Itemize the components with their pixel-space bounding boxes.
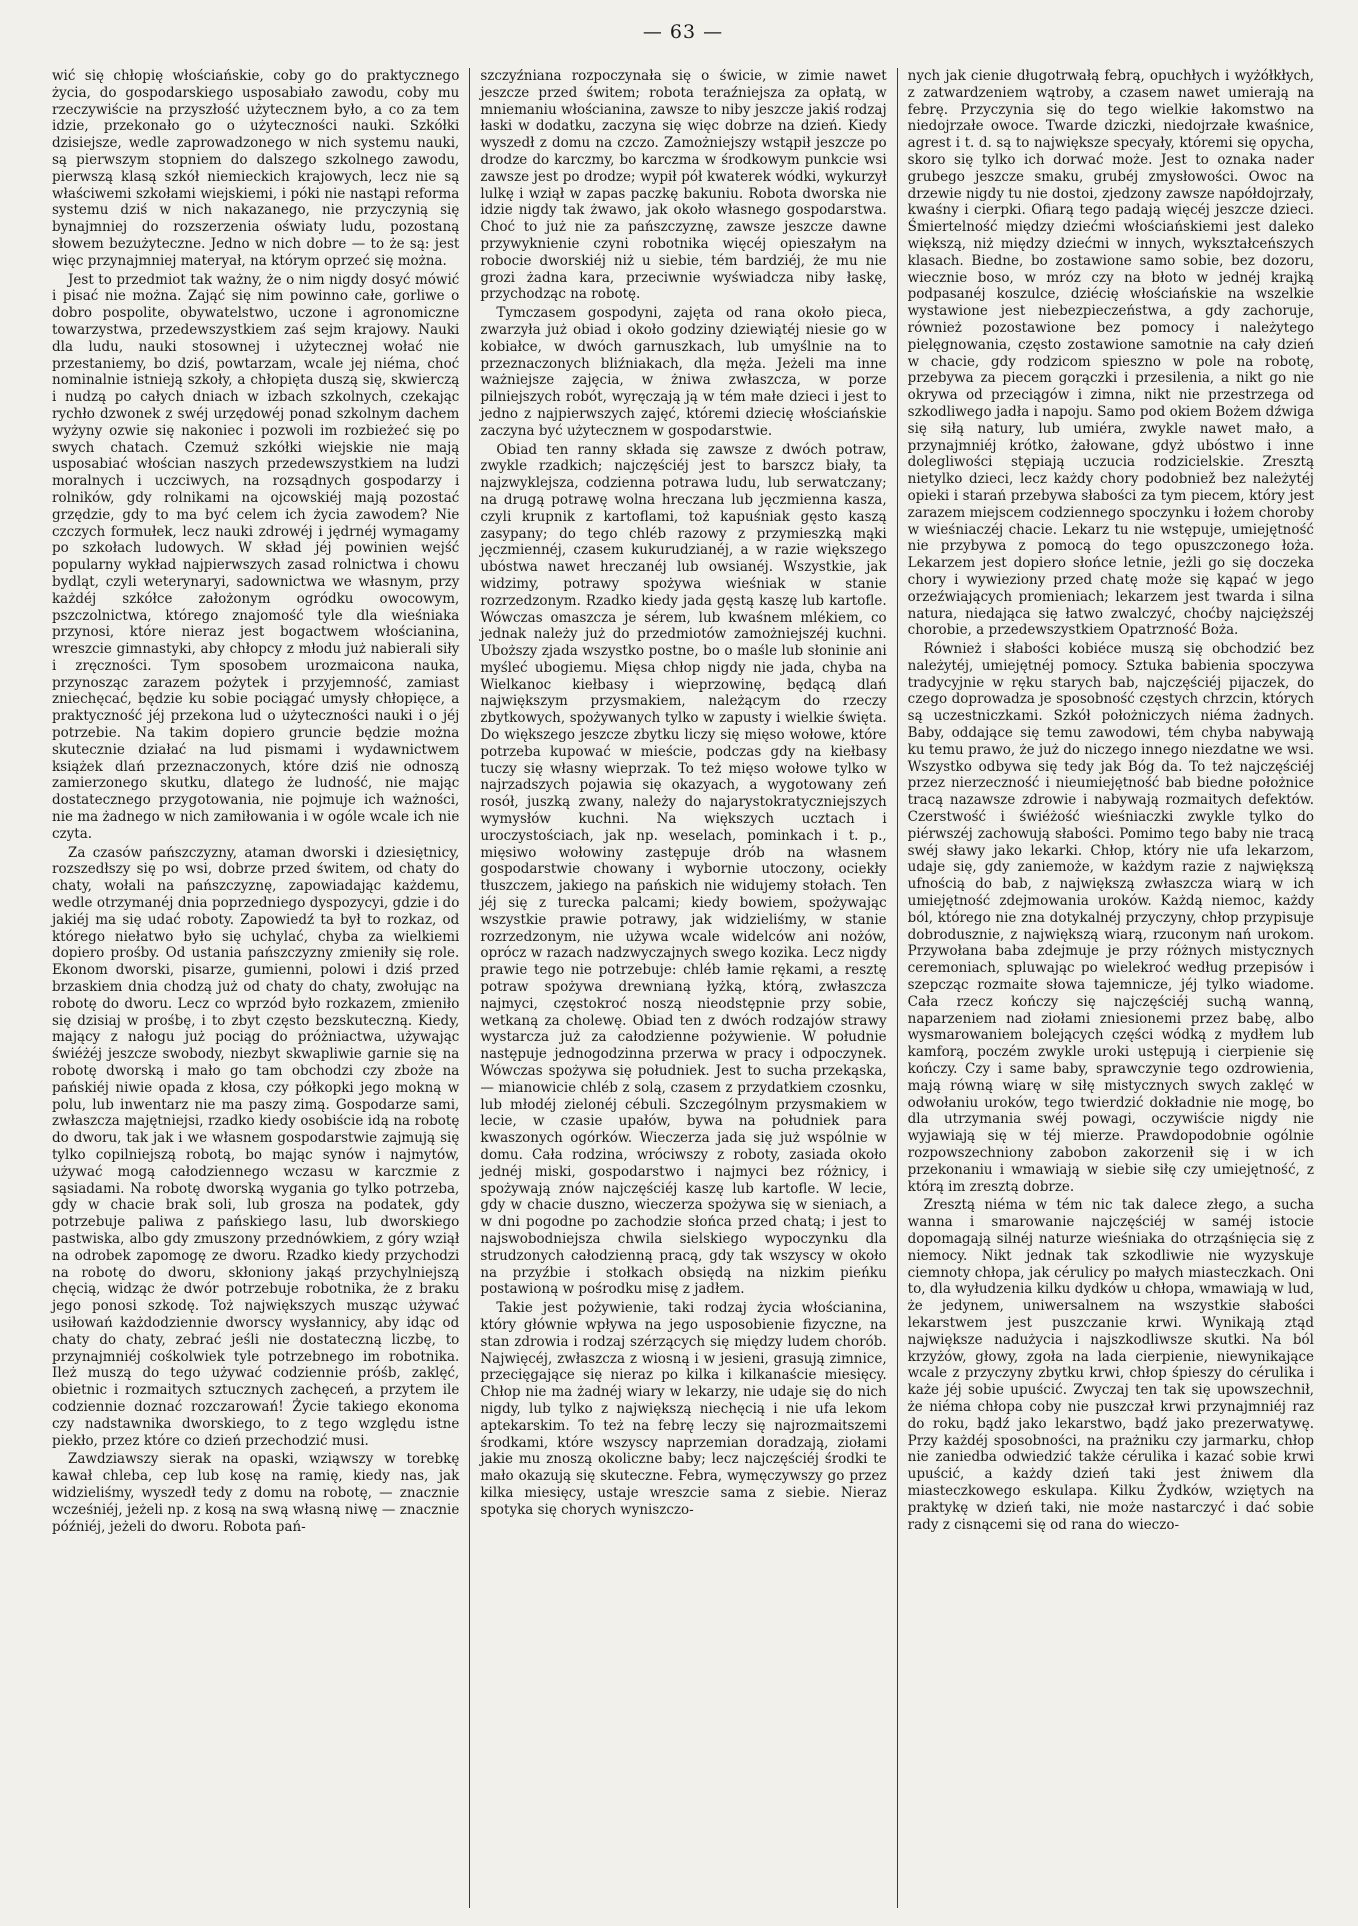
paragraph: Zresztą niéma w tém nic tak dalece złego, a sucha wanna i smarowanie najczęściéj w saméj istocie dopomagają silnéj naturze wieśniaka do otrząśnięcia się z niemocy. Nikt jednak tak szkodliwie nie wyzyskuje ciemnoty chłopa, jak cérulicy po małych miasteczkach. Oni to, dla wyłudzenia kilku dydków u chłopa, wmawiają w lud, że jedynem, uniwersalnem na wszystkie słabości lekarstwem jest puszczanie krwi. Wynikają ztąd największe nadużycia i najszkodliwsze skutki. Na ból krzyżów, głowy, zgoła na lada cierpienie, niewynikające wcale z przyczyny zbytku krwi, chłop śpieszy do cérulika i każe jéj sobie upuścić. Zwyczaj ten tak się upowszechnił, że niéma chłopa coby nie puszczał krwi przynajmniéj raz do roku, bądź jako lekarstwo, bądź jako prezerwatywę. Przy każdéj sposobności, na prażniku czy jarmarku, chłop nie zaniedba odwiedzić także cérulika i kazać sobie krwi upuścić, a każdy dzień taki jest żniwem dla miasteczkowego eskulapa. Kilku Żydków, wziętych na praktykę w dzień taki, nie może nastarczyć i dać sobie rady z cisnącemi się od rana do wieczo- [907,1197,1314,1533]
paragraph: Zawdziawszy sierak na opaski, wziąwszy w torebkę kawał chleba, cep lub kosę na ramię, kiedy nas, jak widzieliśmy, wyszedł tedy z domu na robotę, — znacznie wcześniéj, jeżeli np. z kosą na swą własną niwę — znacznie późniéj, jeżeli do dworu. Robota pań- [52,1451,460,1535]
paragraph: Obiad ten ranny składa się zawsze z dwóch potraw, zwykle rzadkich; najczęściéj jest to barszcz biały, ta najzwyklejsza, codzienna potrawa ludu, lub serwatczany; na drugą potrawę wolna hreczana lub jęczmienna kasza, czyli krupnik z kartoflami, toż kapuśniak gęsto kaszą zasypany; do tego chléb razowy z przymieszką mąki jęczmiennéj, czasem kukurudzianéj, a w razie większego ubóstwa nawet hreczanéj lub owsianéj. Wszystkie, jak widzimy, potrawy spożywa wieśniak w stanie rozrzedzonym. Rzadko kiedy jada gęstą kaszę lub kartofle. Wówczas omaszcza je sérem, lub kwaśnem mlékiem, co jednak należy już do przedmiotów zamożniejszéj kuchni. Uboższy zjada wszystko postne, bo o maśle lub słoninie ani myśleć ubogiemu. Mięsa chłop nigdy nie jada, chyba na Wielkanoc kiełbasy i wieprzowinę, będącą dlań największym przysmakiem, należącym do rzeczy zbytkowych, spożywanych tylko w zapusty i wielkie święta. Do większego jeszcze zbytku liczy się mięso wołowe, które potrzeba kupować w mieście, podczas gdy na kiełbasy tuczy się własny wieprzak. To też mięso wołowe tylko w najrzadszych pojawia się okazyach, a wygotowany zeń rosół, juszką zwany, należy do najarystokratyczniejszych wymysłów kuchni. Na większych ucztach i uroczystościach, jak np. weselach, pominkach i t. p., mięsiwo wołowiny zastępuje drób na własnem gospodarstwie chowany i wybornie utoczony, ociekły tłuszczem, jakiego na pańskich nie widujemy stołach. Ten jéj się z turecka palcami; kiedy bowiem, spożywając wszystkie prawie potrawy, jak widzieliśmy, w stanie rozrzedzonym, nie używa wcale widelców ani nożów, oprócz w razach nadzwyczajnych swego kozika. Lecz nigdy prawie tego nie potrzebuje: chléb łamie rękami, a resztę potraw spożywa drewnianą łyżką, którą, zwłaszcza najmyci, częstokroć noszą nieodstępnie przy sobie, wetkaną za cholewę. Obiad ten z dwóch rodzajów strawy wystarcza już za całodzienne pożywienie. W południe następuje jednogodzinna przerwa w pracy i odpoczynek. Wówczas spożywa się południek. Jest to sucha przekąska, — mianowicie chléb z solą, czasem z przydatkiem czosnku, lub młodéj zielonéj cébuli. Szczególnym przysmakiem w lecie, w czasie upałów, bywa na południek para kwaszonych ogórków. Wieczerza jada się już wspólnie w domu. Cała rodzina, wróciwszy z roboty, zasiada około jednéj miski, gospodarstwo i najmyci bez różnicy, i spożywają znów najczęściéj kaszę lub kartofle. W lecie, gdy w chacie duszno, wieczerza spożywa się w sieniach, a w dni pogodne po zachodzie słońca przed chatą; i jest to najswobodniejsza chwila sielskiego wypoczynku dla strudzonych całodzienną pracą, gdy tak wszyscy w około na przyźbie i stołkach obsiędą na nizkim pieńku postawioną w pośrodku misę z jadłem. [480,441,887,1298]
page-number: — 63 — [642,21,724,43]
paragraph: nych jak cienie długotrwałą febrą, opuchłych i wyżółkłych, z zatwardzeniem wątroby, a czasem nawet umierają na febrę. Przyczynia się do tego wielkie łakomstwo na niedojrzałe owoce. Twarde dziczki, niedojrzałe kwaśnice, agrest i t. d. są to największe specyały, któremi się opycha, skoro się tylko ich dorwać może. Jest to oznaka nader grubego jeszcze smaku, grubéj zmysłowości. Owoc na drzewie nigdy tu nie dostoi, zjedzony zawsze napółdojrzały, kwaśny i cierpki. Ofiarą tego padają więcéj jeszcze dzieci. Śmiertelność między dziećmi włościańskiemi jest daleko większą, niż między dziećmi w innych, wykształceńszych klasach. Biedne, bo zostawione samo sobie, bez dozoru, wiecznie boso, w mróz czy na błoto w jednéj krajką podpasanéj koszulce, dziécię włościańskie na wszelkie wystawione jest niebezpieczeństwa, a gdy zachoruje, również pozostawione bez pomocy i należytego pielęgnowania, często zostawione samotnie na cały dzień w chacie, gdy rodzicom spieszno w pole na robotę, przebywa za piecem gorączki i przesilenia, a nikt go nie okrywa od przeciągów i zimna, nikt nie przestrzega od szkodliwego jadła i napoju. Samo pod okiem Bożem dźwiga się siłą natury, lub umiéra, zwykle nawet mało, a przynajmniéj krótko, żałowane, gdyż ubóstwo i inne dolegliwości stępiają uczucia rodzicielskie. Zresztą nietylko dzieci, lecz każdy chory podobniež bez należytéj opieki i starań przebywa słabości za tym piecem, który jest zarazem miejscem codziennego spoczynku i łożem choroby w wieśniaczéj chacie. Lekarz tu nie wstępuje, umiejętność nie przybywa z pomocą do tego opuszczonego łoża. Lekarzem jest dopiero słońce letnie, jeżli go się doczeka chory i wywieziony przed chatę może się kąpać w jego orzeźwiających promieniach; lekarzem jest twarda i silna natura, niedająca się łatwo zwalczyć, choćby najcięższéj chorobie, a przedewszystkiem Opatrzność Boża. [907,68,1314,639]
text-columns [42,68,1324,1908]
paragraph: Takie jest pożywienie, taki rodzaj życia włościanina, który głównie wpływa na jego usposobienie fizyczne, na stan zdrowia i rodzaj szérzących się między ludem chorób. Najwięcéj, zwłaszcza z wiosną i w jesieni, grasują zimnice, przecięgające się nieraz po kilka i kilkanaście miesięcy. Chłop nie ma żadnéj wiary w lekarzy, nie udaje się do nich nigdy, lub tylko z największą niechęcią i nie ufa lekom aptekarskim. To też na febrę leczy się najrozmaitszemi środkami, które wszyscy naprzemian doradzają, ziołami jakie mu znoszą okoliczne baby; lecz najczęściéj środki te mało okazują się skuteczne. Febra, wymęczywszy go przez kilka miesięcy, ustaje wreszcie sama z siebie. Nieraz spotyka się chorych wyniszczo- [480,1300,887,1518]
paragraph: Również i słabości kobiéce muszą się obchodzić bez należytéj, umiejętnéj pomocy. Sztuka babienia spoczywa tradycyjnie w ręku starych bab, najczęściéj pijaczek, do czego doprowadza je sposobność częstych chrzcin, których są uczestniczkami. Szkół położniczych niéma żadnych. Baby, oddające się temu zawodowi, tém chyba nabywają ku temu prawo, że już do niczego innego niezdatne we wsi. Wszystko odbywa się tedy jak Bóg da. To też najczęściéj przez nierzeczność i nieumiejętność bab biedne położnice tracą nazawsze zdrowie i nabywają rozmaitych defektów. Czerstwość i świéżość wieśniaczki zwykle tylko do piérwszéj zachowują słabości. Pomimo tego baby nie tracą swéj sławy jako lekarki. Chłop, który nie ufa lekarzom, udaje się, gdy zaniemoże, w każdym razie z największą ufnością do bab, z największą zwłaszcza wiarą w ich umiejętność zdejmowania uroków. Każdą niemoc, każdy ból, którego nie zna dotykalnéj przyczyny, chłop przypisuje dobrodusznie, z największą wiarą, rzuconym nań urokom. Przywołana baba zdejmuje je przy różnych mistycznych ceremoniach, spluwając po wielekroć według przepisów i szepcząc rozmaite słowa tajemnicze, jéj tylko wiadome. Cała rzecz kończy się najczęściéj suchą wanną, naparzeniem nad ziołami zniesionemi przez babę, albo wysmarowaniem bolejących części wódką z mydłem lub kamforą, poczém zwykle uroki ustępują i cierpienie się kończy. Czy i same baby, sprawczynie tego ozdrowienia, mają równą wiarę w siłę mistycznych swych zaklęć w odwołaniu uroków, tego twierdzić dokładnie nie mogę, bo dla utrzymania swéj powagi, oczywiście nigdy nie wyjawiają się w téj mierze. Prawdopodobnie ogólnie rozpowszechniony zabobon zakorzenił się i w ich przekonaniu i wmawiają w siebie siłę czy umiejętność, z którą im zresztą dobrze. [907,641,1314,1195]
column-3 [897,68,1324,1908]
paragraph: wić się chłopię włościańskie, coby go do praktycznego życia, do gospodarskiego usposabiało zawodu, coby mu rzeczywiście na przyszłość użytecznem było, a co za tem idzie, przekonało go o użyteczności nauki. Szkółki dzisiejsze, wedle zaprowadzonego w nich systemu nauki, są pierwszym stopniem do dalszego szkolnego zawodu, pierwszą klasą szkół niemieckich krajowych, lecz nie są właściwemi szkołami wiejskiemi, i póki nie nastąpi reforma systemu dziś w nich nakazanego, nie przyczynią się bynajmniej do rozszerzenia oświaty ludu, pozostaną słowem bezużyteczne. Jedno w nich dobre — to że są: jest więc przynajmniej materyał, na którym oprzeć się można. [52,68,460,269]
page-header [42,18,1324,46]
paragraph: Za czasów pańszczyzny, ataman dworski i dziesiętnicy, rozszedłszy się po wsi, dobrze przed świtem, od chaty do chaty, wołali na pańszczyznę, zapowiadając każdemu, wedle otrzymanéj dnia poprzedniego dyspozycyi, gdzie i do jakiéj ma się udać roboty. Zapowiedź ta był to rozkaz, od którego niełatwo było się uchylać, chyba za wielkiemi dopiero prośby. Od ustania pańszczyzny zmieniły się role. Ekonom dworski, pisarze, gumienni, polowi i dziś przed brzaskiem dnia chodzą już od chaty do chaty, zwołując na robotę do dworu. Lecz co wprzód było rozkazem, zmieniło się dzisiaj w prośbę, i to zbyt często bezskuteczną. Kiedy, mający z nałogu już pociąg do próżniactwa, używając świéżéj jeszcze swobody, niezbyt skwapliwie garnie się na robotę dworską i mało go tam obchodzi czy zboże na pańskiéj niwie opada z kłosa, czy półkopki jego mokną w polu, lub inwentarz nie ma paszy zimą. Gospodarze sami, zwłaszcza majętniejsi, rzadko kiedy osobiście idą na robotę do dworu, tak jak i we własnem gospodarstwie zajmują się tylko copilniejszą robotą, bo mając synów i najmytów, używać mogą całodziennego wczasu w karczmie z sąsiadami. Na robotę dworską wyganiа go tylko potrzeba, gdy w chacie brak soli, lub grosza na podatek, gdy potrzebuje paliwa z pańskiego lasu, lub dworskiego pastwiska, albo gdy zmuszony przednówkiem, z góry wziął na odrobek zapomogę ze dworu. Rzadko kiedy przychodzi na robotę do dworu, skłoniony jakąś przychylniejszą chęcią, widząc że dwór potrzebuje robotnika, że z braku jego ponosi szkodę. Toż największych musząc używać usiłowań każdodziennie dworscy wysłannicy, aby idąc od chaty do chaty, zebrać jeśli nie dostateczną liczbę, to przynajmniéj cośkolwiek tyle potrzebnego im robotnika. Ileż muszą do tego używać codziennie próśb, zaklęć, obietnic i rozmaitych sztucznych zachęceń, a przytem ile codziennie doznać rozczarowań! Życie takiego ekonoma czy nadstawnika dworskiego, to z tego względu istne piekło, przez które co dzień przechodzić musi. [52,844,460,1449]
paragraph: Jest to przedmiot tak ważny, że o nim nigdy dosyć mówić i pisać nie można. Zająć się nim powinno całe, gorliwe o dobro pospolite, obywatelstwo, uczone i agronomiczne towarzystwa, przedewszystkiem zaś sejm krajowy. Nauki dla ludu, nauki stosownej i użytecznej wołać nie przestaniemy, bo dziś, powtarzam, wcale jej niéma, choć nominalnie istnieją szkoły, a chłopięta duszą się, skwierczą i nudzą po całych dniach w izbach szkolnych, czekając rychło dzwonek z swéj urzędowéj ponad szkolnym dachem wyżyny ozwie się nakoniec i pozwoli im rozbieżeć się po swych chatach. Czemuż szkółki wiejskie nie mają usposabiać włościan naszych przedewszystkiem na ludzi moralnych i uczciwych, na rozsądnych gospodarzy i rolników, gdy rolnikami na ojcowskiéj mają pozostać grzędzie, gdy to ma być celem ich życia zawodem? Nie czczych formułek, lecz nauki zdrowéj i jędrnéj wymagamy po szkołach ludowych. W skład jéj powinien wejść popularny wykład najpierwszych zasad rolnictwa i chowu bydląt, czyli weterynaryi, sadownictwa we własnym, przy każdéj szkółce założonym ogródku owocowym, pszczolnictwa, którego znajomość tyle dla wieśniaka przynosi, które nieraz jest bogactwem włościanina, wreszcie gimnastyki, aby chłopcy z młodu już nabierali siły i zręczności. Tym sposobem urozmaicona nauka, przynosząc zarazem pożytek i przyjemność, zamiast zniechęcać, będzie ku sobie pociągać umysły chłopięce, a praktyczność jéj przekona lud o użyteczności nauki i o jéj potrzebie. Na takim dopiero gruncie będzie można skutecznie działać na lud pismami i wydawnictwem książek dlań przeznaczonych, które dziś nie odnoszą zamierzonego skutku, dlatego że ludność, nie mając dostatecznego przygotowania, nie pojmuje ich ważności, nie ma żadnego w nich zamiłowania i w ogóle wcale ich nie czyta. [52,271,460,842]
paragraph: szczyźniana rozpoczynała się o świcie, w zimie nawet jeszcze przed świtem; robota teraźniejsza za opłatą, w mniemaniu włościanina, zawsze to niby jeszcze jakiś rodzaj łaski w dodatku, zaczyna się więc dobrze na dzień. Kiedy wyszedł z domu na czczo. Zamożniejszy wstąpił jeszcze po drodze do karczmy, bo karczma w środkowym punkcie wsi zawsze jest po drodze; wypił pół kwaterek wódki, wykurzył lulkę i wziął w zapas paczkę bakuniu. Robota dworska nie idzie nigdy tak żwawo, jak około własnego gospodarstwa. Choć to już nie za pańszczyznę, zawsze jeszcze dawne przywyknienie czyni robotnika więcéj opieszałym na robocie dworskiéj niż u siebie, tém bardziéj, że mu nie grozi żadna kara, przeciwnie wyświadcza niby łaskę, przychodząc na robotę. [480,68,887,303]
column-1 [42,68,469,1908]
paragraph: Tymczasem gospodyni, zajęta od rana około pieca, zwarzyła już obiad i około godziny dziewiątéj niesie go w kobiałce, w dwóch garnuszkach, lub umyślnie na to przeznaczonych bliźniakach, dla męża. Jeżeli ma inne ważniejsze zajęcia, w żniwa zwłaszcza, w porze pilniejszych robót, wyręczają ją w tém małe dzieci i jest to jedno z najpierwszych zajęć, któremi dziecię włościańskie zaczyna być użytecznem w gospodarstwie. [480,305,887,439]
column-2 [469,68,896,1908]
